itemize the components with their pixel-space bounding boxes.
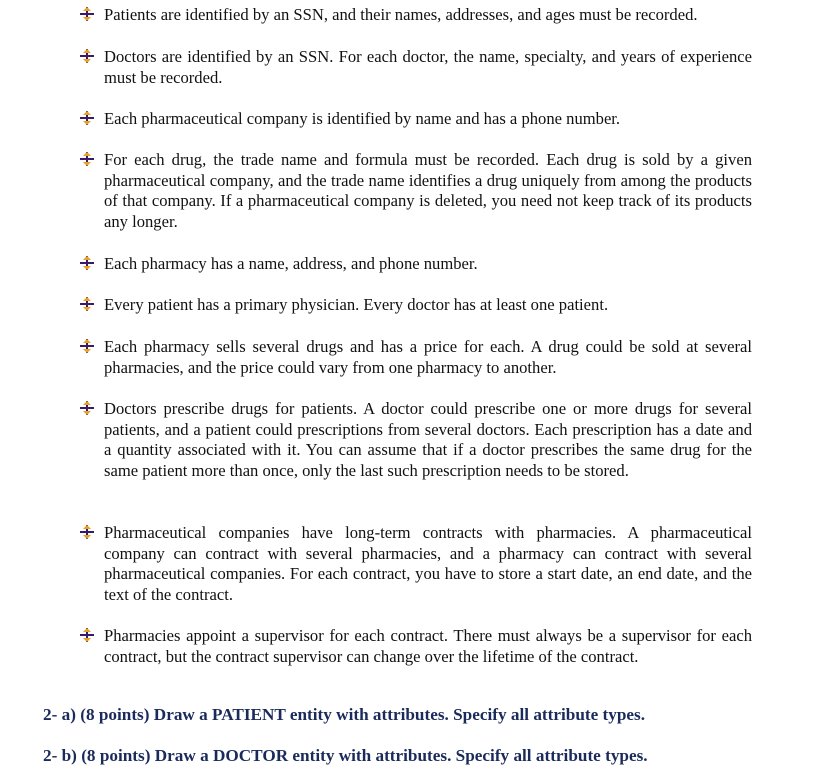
bullet-text: Doctors are identified by an SSN. For each doctor, the name, specialty, and years of experience must be recorded. xyxy=(104,47,752,87)
bullet-text: Each pharmaceutical company is identified by name and has a phone number. xyxy=(104,109,621,128)
arrow-bullet-icon xyxy=(80,256,94,270)
arrow-bullet-icon xyxy=(80,628,94,642)
arrow-bullet-icon xyxy=(80,111,94,125)
bullet-text: Doctors prescribe drugs for patients. A doctor could prescribe one or more drugs for several patients, and a patient could prescriptions from several doctors. Each prescription has a date and a quantity associated with it. You can assume that if a doctor prescribes the same drug for the same patient more than once, only the last such prescription needs to be stored. xyxy=(104,399,752,480)
arrow-bullet-icon xyxy=(80,525,94,539)
arrow-bullet-icon xyxy=(80,401,94,415)
arrow-bullet-icon xyxy=(80,7,94,21)
bullet-text: Each pharmacy has a name, address, and phone number. xyxy=(104,254,478,273)
question-points: (8 points) xyxy=(80,705,150,724)
question-2b xyxy=(43,746,648,766)
question-text: Draw a DOCTOR entity with attributes. Specify all attribute types. xyxy=(154,746,648,765)
bullet-text: Pharmaceutical companies have long-term contracts with pharmacies. A pharmaceutical company can contract with several pharmacies, and a pharmacy can contract with several pharmaceutical companies. For each contract, you have to store a start date, an end date, and the text of the contract. xyxy=(104,523,752,604)
arrow-bullet-icon xyxy=(80,339,94,353)
bullet-text: Each pharmacy sells several drugs and has a price for each. A drug could be sold at several pharmacies, and the price could vary from one pharmacy to another. xyxy=(104,337,752,377)
question-number: 2- b) xyxy=(43,746,77,765)
bullet-text: Pharmacies appoint a supervisor for each contract. There must always be a supervisor for each contract, but the contract supervisor can change over the lifetime of the contract. xyxy=(104,626,752,666)
bullet-text: For each drug, the trade name and formula must be recorded. Each drug is sold by a given pharmaceutical company, and the trade name identifies a drug uniquely from among the products of that company. If a pharmaceutical company is deleted, you need not keep track of its products any longer. xyxy=(104,150,752,231)
bullet-text: Every patient has a primary physician. Every doctor has at least one patient. xyxy=(104,295,609,314)
question-points: (8 points) xyxy=(81,746,151,765)
arrow-bullet-icon xyxy=(80,152,94,166)
question-2a xyxy=(43,705,645,725)
question-number: 2- a) xyxy=(43,705,76,724)
arrow-bullet-icon xyxy=(80,297,94,311)
bullet-text: Patients are identified by an SSN, and their names, addresses, and ages must be recorded. xyxy=(104,5,698,24)
question-text: Draw a PATIENT entity with attributes. Specify all attribute types. xyxy=(153,705,646,724)
arrow-bullet-icon xyxy=(80,49,94,63)
